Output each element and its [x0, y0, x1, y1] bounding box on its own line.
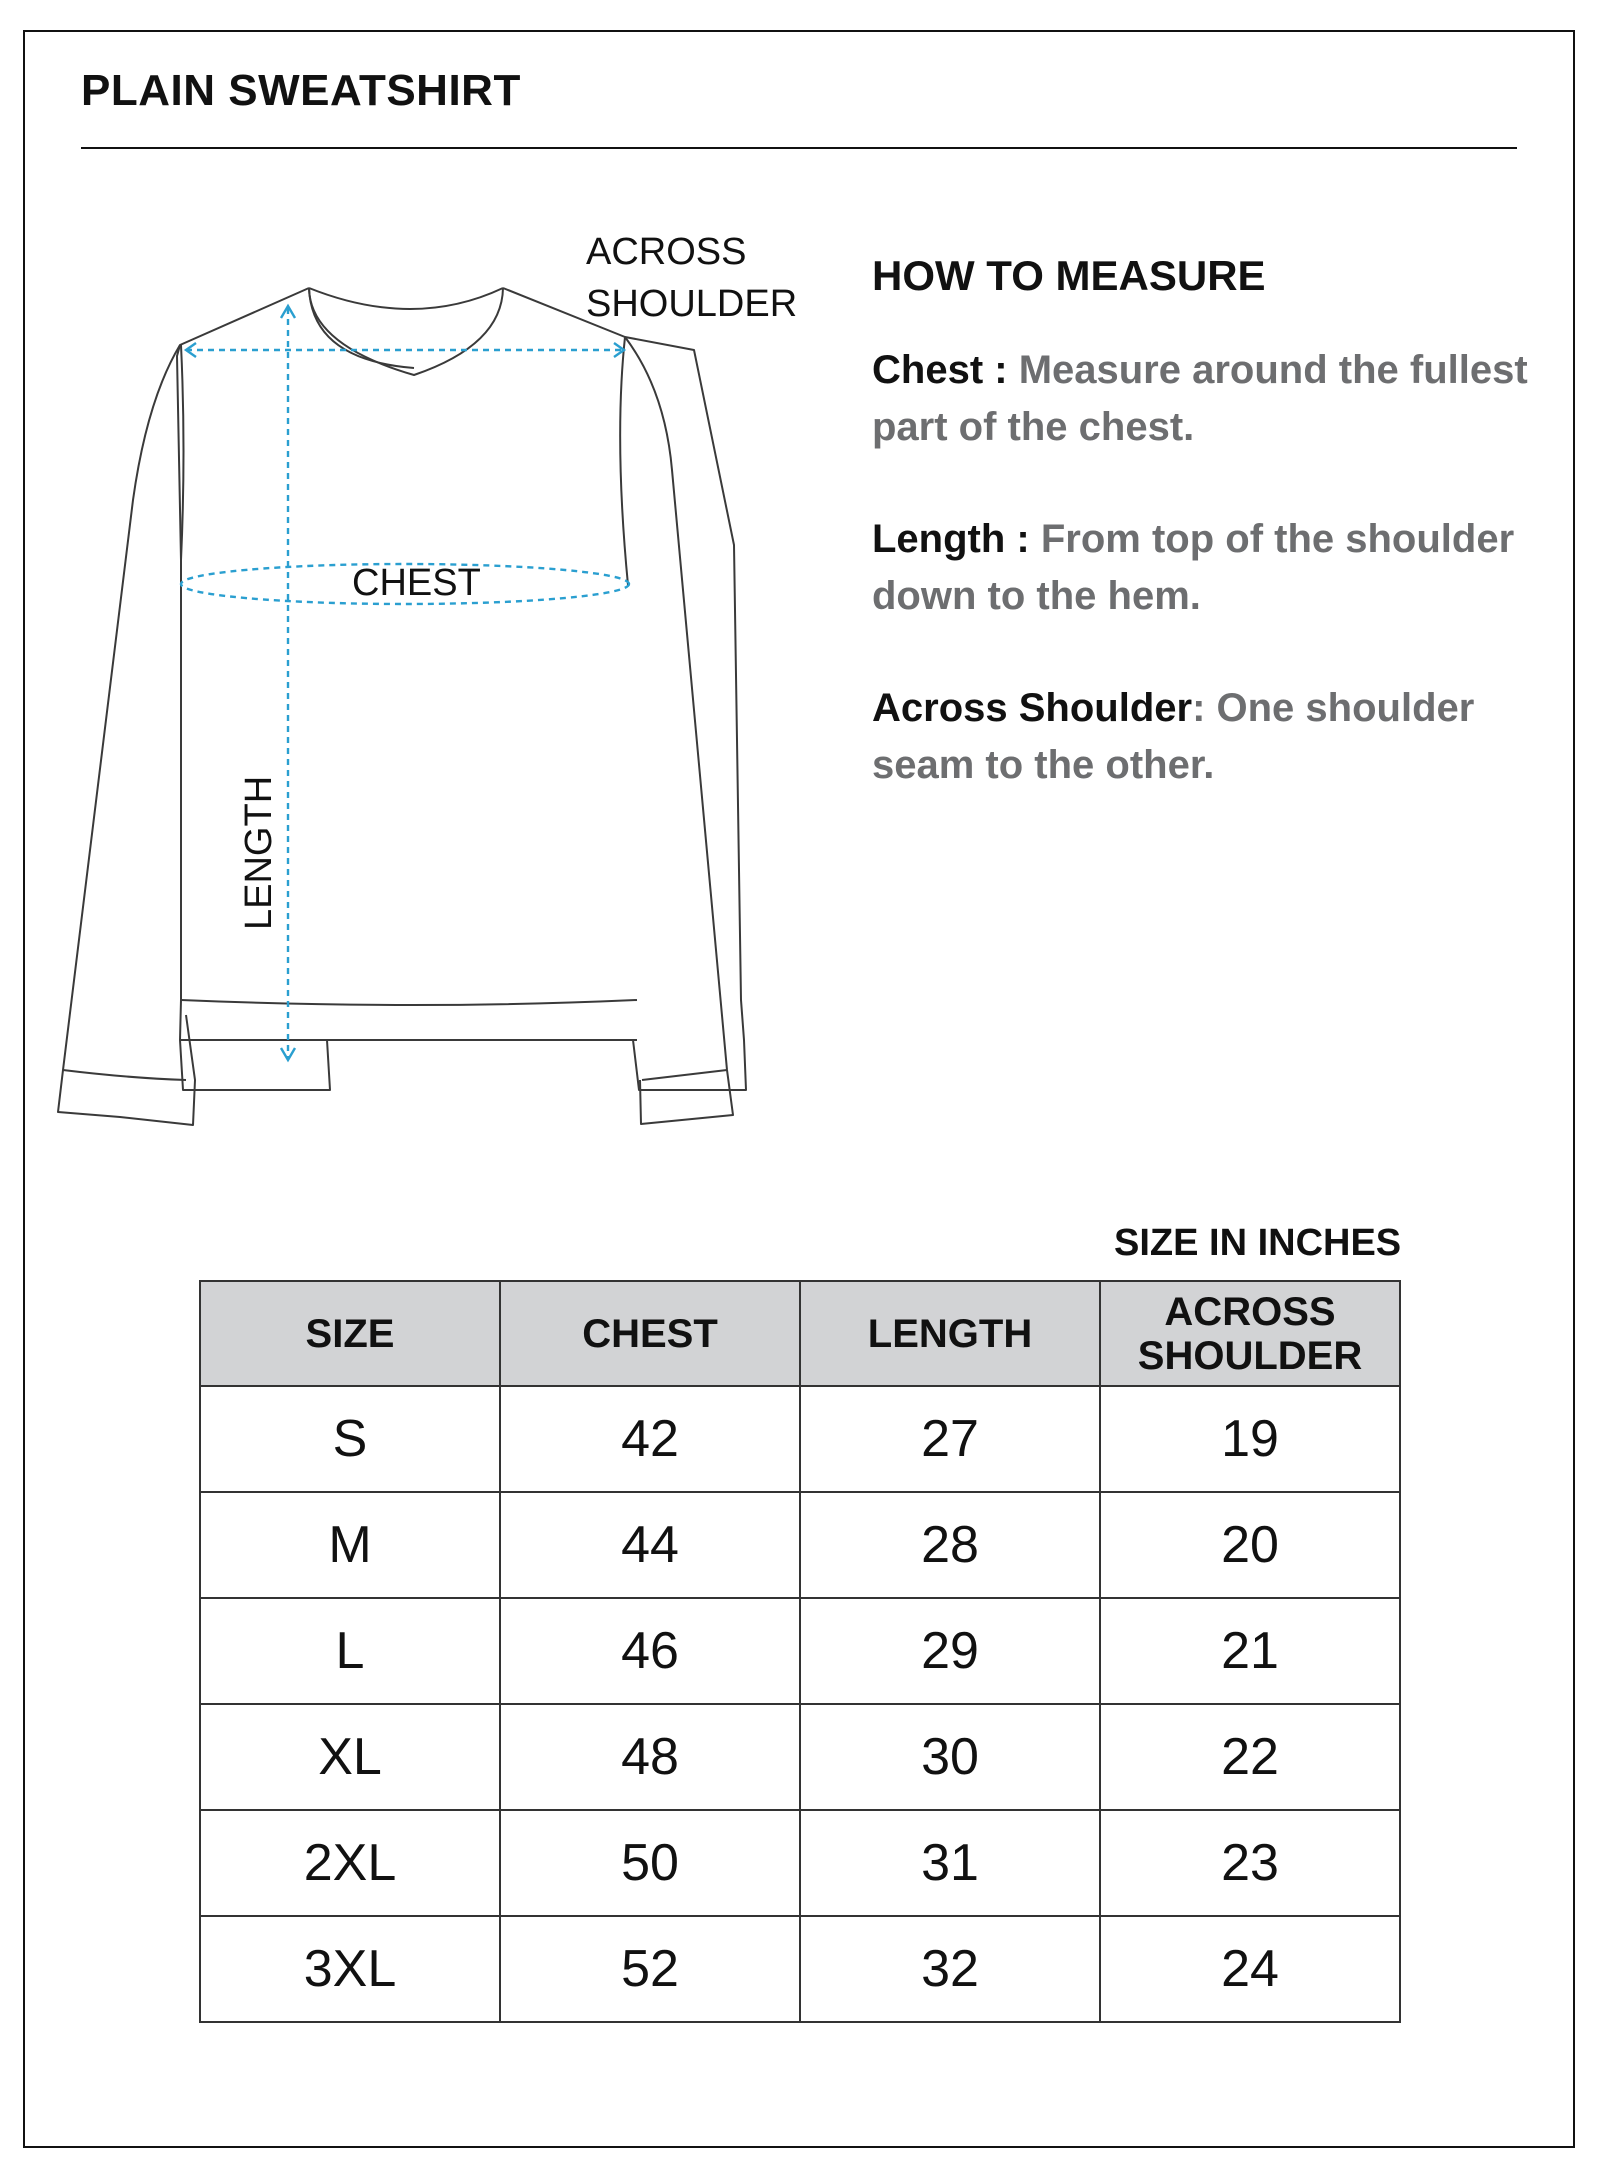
header-across-shoulder: [1100, 1281, 1400, 1386]
how-to-item-chest: [872, 342, 1532, 456]
how-to-measure-section: [872, 252, 1532, 849]
table-row: [200, 1810, 1400, 1916]
cell-length: 31: [800, 1810, 1100, 1916]
left-armhole: [181, 345, 184, 560]
header-chest: CHEST: [500, 1281, 800, 1386]
size-chart-table: [199, 1280, 1401, 2023]
units-note: SIZE IN INCHES: [1114, 1222, 1402, 1264]
cell-length: 28: [800, 1492, 1100, 1598]
header-across-line1: ACROSS: [1164, 1289, 1336, 1334]
cell-size: 2XL: [200, 1810, 500, 1916]
sweatshirt-outline: [58, 288, 746, 1125]
cell-length: 29: [800, 1598, 1100, 1704]
cell-chest: 42: [500, 1386, 800, 1492]
header-size: SIZE: [200, 1281, 500, 1386]
how-to-item-across-shoulder: [872, 680, 1532, 794]
how-to-desc: From top of the shoulder down to the hem.: [872, 517, 1515, 618]
cell-length: 30: [800, 1704, 1100, 1810]
header-across-line2: SHOULDER: [1137, 1333, 1363, 1378]
how-to-title: HOW TO MEASURE: [872, 252, 1266, 299]
table-row: [200, 1704, 1400, 1810]
how-to-item-length: [872, 511, 1532, 625]
right-armhole: [620, 337, 628, 585]
measure-lines: [181, 306, 629, 1060]
right-sleeve: [625, 337, 733, 1124]
left-cuff-seam: [63, 1070, 186, 1080]
across-shoulder-label: [586, 226, 797, 330]
chest-label: CHEST: [352, 562, 481, 604]
cell-length: 27: [800, 1386, 1100, 1492]
cell-size: M: [200, 1492, 500, 1598]
how-to-desc: Measure around the fullest part of the chest.: [872, 348, 1528, 449]
collar-top: [309, 288, 503, 309]
cell-chest: 44: [500, 1492, 800, 1598]
table-row: [200, 1492, 1400, 1598]
cell-length: 32: [800, 1916, 1100, 2022]
how-to-term: Length :: [872, 517, 1030, 561]
cell-across-shoulder: 22: [1100, 1704, 1400, 1810]
how-to-term: Across Shoulder: [872, 686, 1193, 730]
table-row: [200, 1598, 1400, 1704]
how-to-term: Chest :: [872, 348, 1008, 392]
across-label-line2: SHOULDER: [586, 283, 798, 325]
length-label: LENGTH: [238, 775, 280, 930]
cell-across-shoulder: 23: [1100, 1810, 1400, 1916]
cell-across-shoulder: 19: [1100, 1386, 1400, 1492]
cell-chest: 52: [500, 1916, 800, 2022]
cell-chest: 48: [500, 1704, 800, 1810]
cell-across-shoulder: 21: [1100, 1598, 1400, 1704]
collar-band: [309, 288, 503, 375]
page-title: PLAIN SWEATSHIRT: [81, 66, 521, 115]
hem-seam: [181, 1000, 637, 1005]
cell-size: S: [200, 1386, 500, 1492]
cell-size: XL: [200, 1704, 500, 1810]
cell-across-shoulder: 20: [1100, 1492, 1400, 1598]
table-row: [200, 1916, 1400, 2022]
cell-size: 3XL: [200, 1916, 500, 2022]
right-cuff-seam: [642, 1070, 727, 1080]
left-sleeve: [58, 345, 195, 1125]
cell-size: L: [200, 1598, 500, 1704]
cell-chest: 46: [500, 1598, 800, 1704]
header-length: LENGTH: [800, 1281, 1100, 1386]
cell-across-shoulder: 24: [1100, 1916, 1400, 2022]
how-to-desc: : One shoulder seam to the other.: [872, 686, 1475, 787]
cell-chest: 50: [500, 1810, 800, 1916]
table-row: [200, 1386, 1400, 1492]
table-header-row: [200, 1281, 1400, 1386]
across-label-line1: ACROSS: [586, 231, 747, 273]
